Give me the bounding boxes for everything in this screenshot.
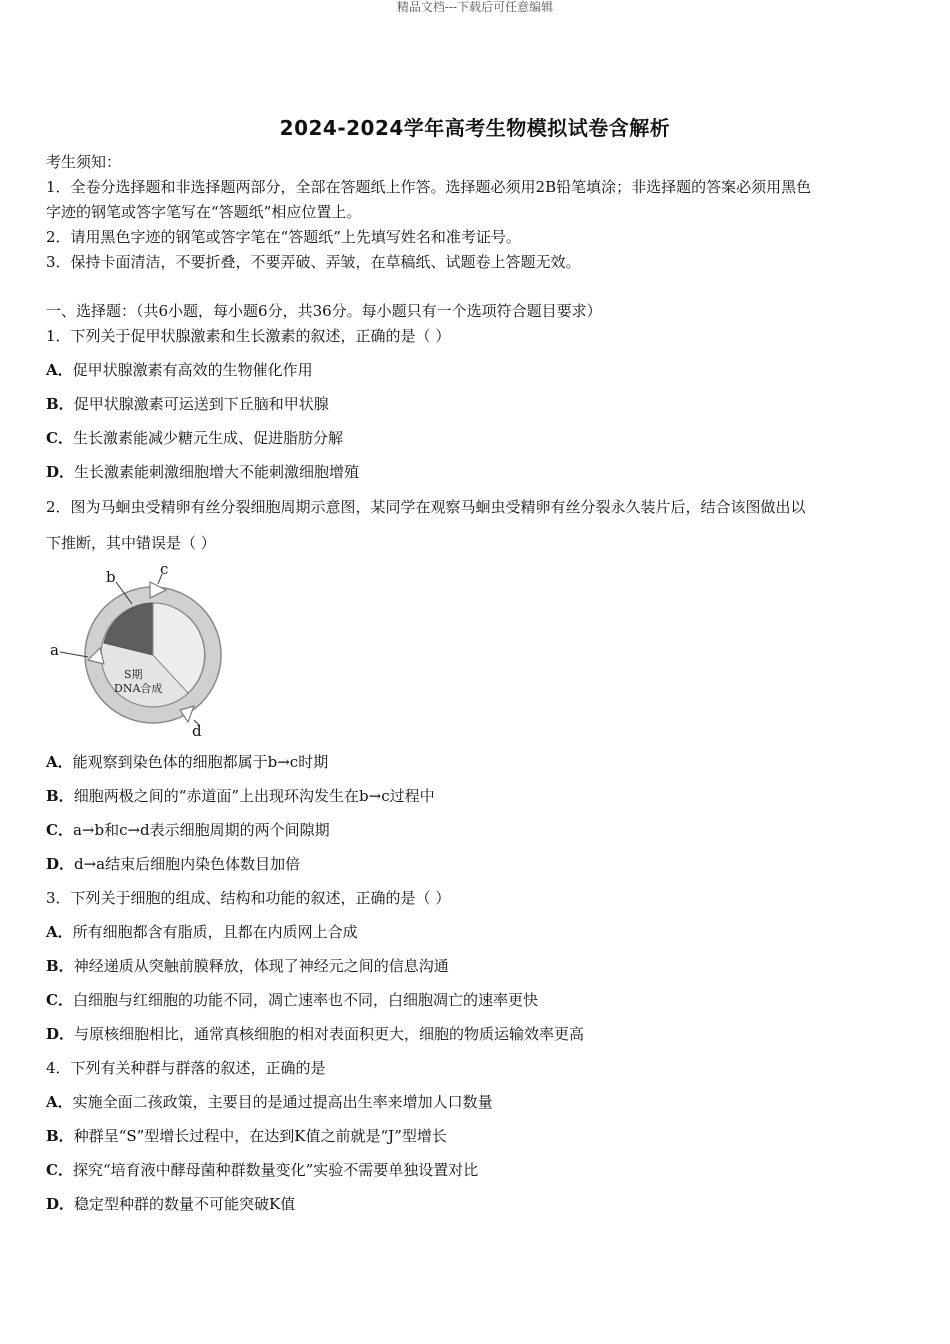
notice-line-1: 1．全卷分选择题和非选择题两部分，全部在答题纸上作答。选择题必须用2B铅笔填涂；非选择题的答案必须用黑色: [46, 178, 812, 196]
option-letter: D．: [46, 1195, 75, 1213]
q4-option-d: [46, 1194, 906, 1214]
page-title: 2024-2024学年高考生物模拟试卷含解析: [279, 116, 671, 140]
page-watermark: 精品文档---下载后可任意编辑: [396, 0, 554, 14]
option-text: 神经递质从突触前膜释放，体现了神经元之间的信息沟通: [73, 957, 449, 975]
option-letter: C．: [46, 821, 73, 839]
label-a: a: [50, 641, 59, 659]
cell-cycle-diagram: [48, 560, 228, 740]
label-d: d: [192, 722, 202, 740]
s-phase-label: S期: [124, 668, 143, 681]
option-text: 能观察到染色体的细胞都属于b→c时期: [72, 753, 329, 771]
q3-stem: 3．下列关于细胞的组成、结构和功能的叙述，正确的是（ ）: [46, 889, 451, 907]
q2-stem-line-1: 2．图为马蛔虫受精卵有丝分裂细胞周期示意图，某同学在观察马蛔虫受精卵有丝分裂永久装片后，结合该图做出以: [46, 498, 806, 516]
option-text: 白细胞与红细胞的功能不同，凋亡速率也不同，白细胞凋亡的速率更快: [72, 991, 538, 1009]
option-text: 生长激素能刺激细胞增大不能刺激细胞增殖: [74, 463, 360, 481]
q3-option-b: [46, 956, 906, 976]
q1-stem: 1．下列关于促甲状腺激素和生长激素的叙述，正确的是（ ）: [46, 327, 451, 345]
q2-stem-line-2: 下推断，其中错误是（ ）: [46, 534, 216, 552]
q1-option-c: [46, 428, 906, 448]
option-text: 细胞两极之间的“赤道面”上出现环沟发生在b→c过程中: [73, 787, 435, 805]
option-letter: C．: [46, 429, 73, 447]
q4-stem: 4．下列有关种群与群落的叙述，正确的是: [46, 1059, 326, 1077]
option-text: 探究“培育液中酵母菌种群数量变化”实验不需要单独设置对比: [72, 1161, 479, 1179]
label-c: c: [160, 560, 169, 578]
q2-option-b: [46, 786, 906, 806]
option-letter: C．: [46, 991, 73, 1009]
option-text: a→b和c→d表示细胞周期的两个间隙期: [72, 821, 330, 839]
option-text: 促甲状腺激素有高效的生物催化作用: [72, 361, 313, 379]
q3-option-c: [46, 990, 906, 1010]
option-letter: D．: [46, 1025, 75, 1043]
option-text: 生长激素能减少糖元生成、促进脂肪分解: [72, 429, 343, 447]
option-text: 与原核细胞相比，通常真核细胞的相对表面积更大，细胞的物质运输效率更高: [74, 1025, 585, 1043]
option-letter: A．: [46, 361, 73, 379]
option-letter: B．: [46, 1127, 74, 1145]
option-text: d→a结束后细胞内染色体数目加倍: [74, 855, 301, 873]
option-letter: A．: [46, 753, 73, 771]
option-letter: A．: [46, 923, 73, 941]
q1-option-b: [46, 394, 906, 414]
q4-option-a: [46, 1092, 906, 1112]
label-b: b: [106, 568, 116, 586]
option-text: 实施全面二孩政策，主要目的是通过提高出生率来增加人口数量: [72, 1093, 493, 1111]
q4-option-c: [46, 1160, 906, 1180]
q2-option-c: [46, 820, 906, 840]
notice-heading: 考生须知：: [46, 153, 122, 171]
option-text: 促甲状腺激素可运送到下丘脑和甲状腺: [73, 395, 329, 413]
option-letter: D．: [46, 463, 75, 481]
option-letter: D．: [46, 855, 75, 873]
notice-line-4: 3．保持卡面清洁，不要折叠，不要弄破、弄皱，在草稿纸、试题卷上答题无效。: [46, 253, 581, 271]
option-letter: B．: [46, 787, 74, 805]
pointer-a: [60, 652, 88, 657]
section-heading: 一、选择题：（共6小题，每小题6分，共36分。每小题只有一个选项符合题目要求）: [46, 302, 602, 320]
q1-option-d: [46, 462, 906, 482]
option-letter: B．: [46, 957, 74, 975]
q2-option-d: [46, 854, 906, 874]
dna-synthesis-label: DNA合成: [114, 682, 163, 695]
q3-option-a: [46, 922, 906, 942]
option-letter: A．: [46, 1093, 73, 1111]
notice-line-2: 字迹的钢笔或答字笔写在“答题纸”相应位置上。: [46, 203, 362, 221]
notice-line-3: 2．请用黑色字迹的钢笔或答字笔在“答题纸”上先填写姓名和准考证号。: [46, 228, 521, 246]
option-text: 所有细胞都含有脂质，且都在内质网上合成: [72, 923, 358, 941]
option-letter: C．: [46, 1161, 73, 1179]
option-text: 种群呈“S”型增长过程中，在达到K值之前就是“J”型增长: [73, 1127, 447, 1145]
q1-option-a: [46, 360, 906, 380]
q4-option-b: [46, 1126, 906, 1146]
option-text: 稳定型种群的数量不可能突破K值: [74, 1195, 296, 1213]
q2-option-a: [46, 752, 906, 772]
option-letter: B．: [46, 395, 74, 413]
q3-option-d: [46, 1024, 906, 1044]
